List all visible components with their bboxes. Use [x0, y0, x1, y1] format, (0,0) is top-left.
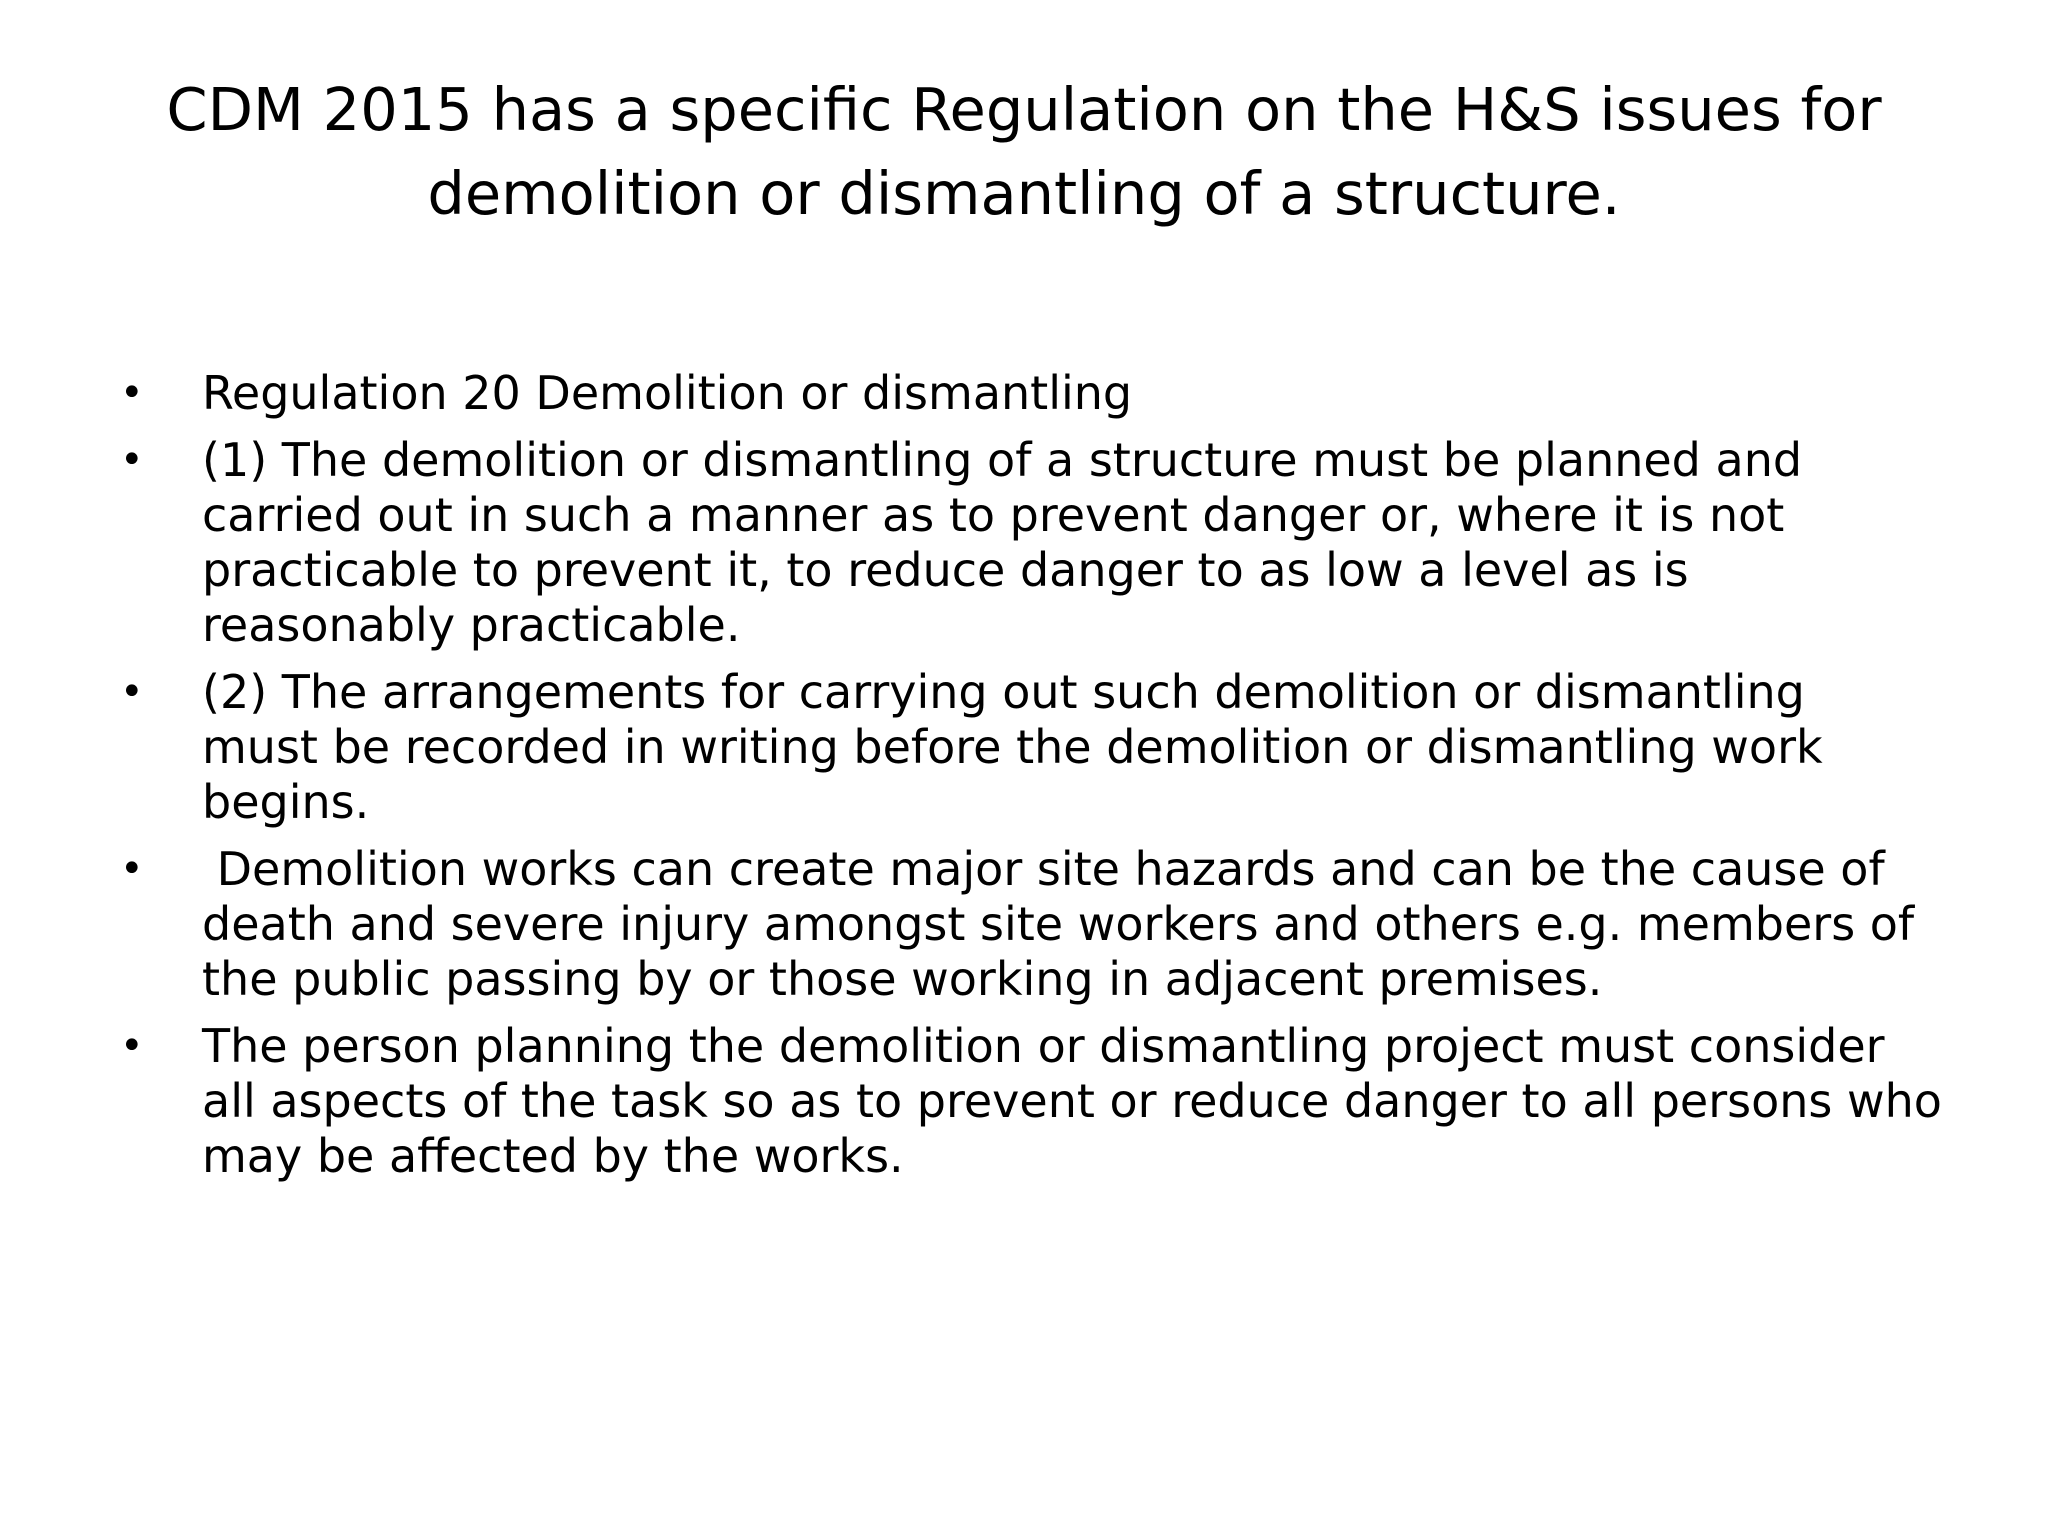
title-line-1: CDM 2015 has a specific Regulation on the H&S issues for — [166, 75, 1882, 144]
bullet-item-regulation-20 — [120, 366, 1990, 421]
bullet-dot: • — [120, 437, 144, 483]
bullet-line: must be recorded in writing before the demolition or dismantling work — [202, 720, 1823, 774]
bullet-line: Regulation 20 Demolition or dismantling — [202, 366, 1133, 420]
slide-title — [160, 68, 1888, 236]
bullet-line: reasonably practicable. — [202, 598, 741, 652]
bullet-line: the public passing by or those working in adjacent premises. — [202, 952, 1603, 1006]
bullet-dot: • — [120, 1023, 144, 1069]
bullet-line: (2) The arrangements for carrying out such demolition or dismantling — [202, 665, 1805, 719]
bullet-line: Demolition works can create major site hazards and can be the cause of — [202, 842, 1885, 896]
bullet-line: death and severe injury amongst site workers and others e.g. members of — [202, 897, 1915, 951]
bullet-line: carried out in such a manner as to prevent danger or, where it is not — [202, 488, 1785, 542]
bullet-list — [120, 366, 1990, 1196]
bullet-item-hazards — [120, 842, 1990, 1007]
bullet-dot: • — [120, 370, 144, 416]
bullet-line: The person planning the demolition or dismantling project must consider — [202, 1019, 1885, 1073]
bullet-line: may be affected by the works. — [202, 1129, 904, 1183]
bullet-line: begins. — [202, 775, 370, 829]
title-line-2: demolition or dismantling of a structure. — [427, 159, 1621, 228]
bullet-item-paragraph-1 — [120, 433, 1990, 653]
bullet-dot: • — [120, 669, 144, 715]
bullet-line: all aspects of the task so as to prevent or reduce danger to all persons who — [202, 1074, 1942, 1128]
bullet-dot: • — [120, 846, 144, 892]
bullet-item-planning — [120, 1019, 1990, 1184]
bullet-line: (1) The demolition or dismantling of a structure must be planned and — [202, 433, 1803, 487]
bullet-item-paragraph-2 — [120, 665, 1990, 830]
bullet-line: practicable to prevent it, to reduce danger to as low a level as is — [202, 543, 1689, 597]
